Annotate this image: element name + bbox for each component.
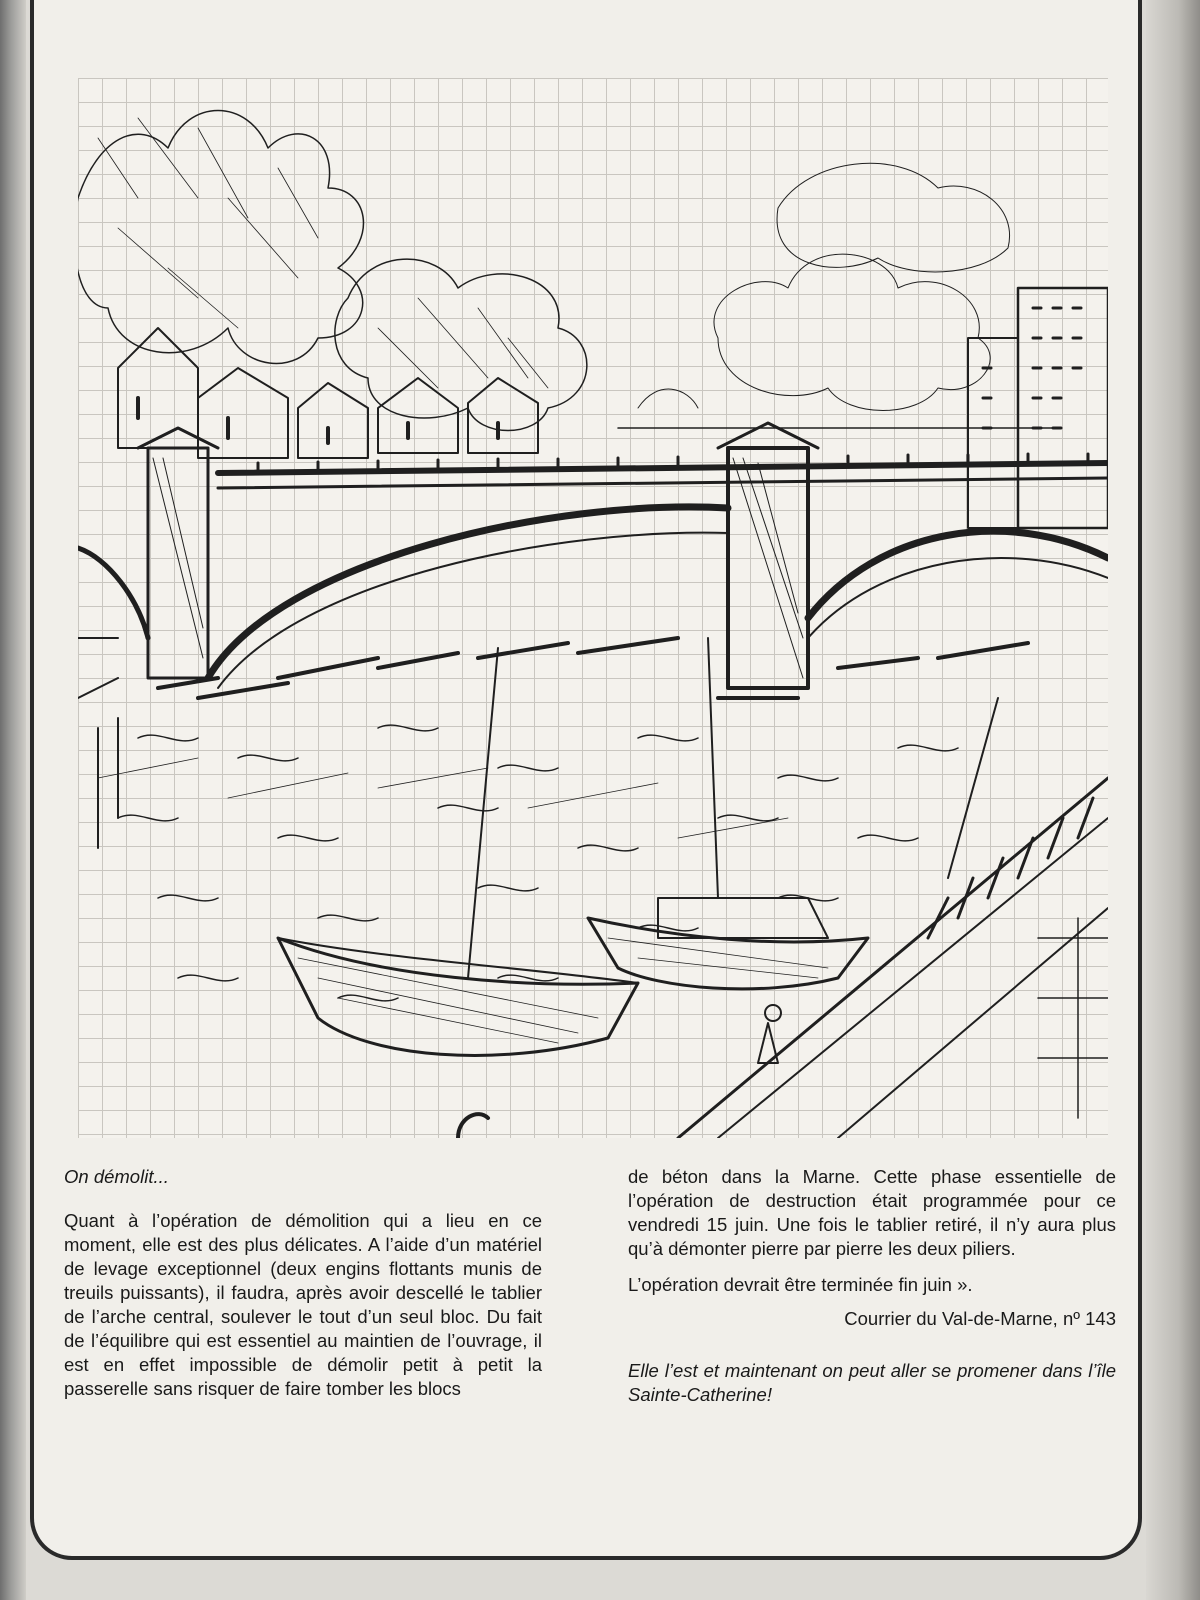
section-heading: On démolit... xyxy=(64,1166,169,1187)
right-column xyxy=(628,1165,1116,1407)
article-text xyxy=(64,1165,1114,1505)
scan-edge-right xyxy=(1146,0,1200,1600)
page xyxy=(30,0,1142,1560)
source-attribution: Courrier du Val-de-Marne, nº 143 xyxy=(844,1308,1116,1329)
scan-edge-left xyxy=(0,0,26,1600)
right-paragraph-1: de béton dans la Marne. Cette phase essentielle de l’opération de destruction était programmée pour ce vendredi 15 juin. Une fois le tablier retiré, il n’y aura plus qu’à démonter pierre par pierre les deux piliers. xyxy=(628,1166,1116,1259)
closing-note: Elle l’est et maintenant on peut aller se promener dans l’île Sainte-Catherine! xyxy=(628,1360,1116,1405)
left-column xyxy=(64,1165,542,1411)
bridge-sketch-illustration xyxy=(78,78,1108,1138)
left-paragraph: Quant à l’opération de démolition qui a lieu en ce moment, elle est des plus délicates. A l’aide d’un matériel de levage exceptionnel (deux engins flottants munis de treuils puissants), il faudra, après avoir descellé le tablier de l’arche central, soulever le tout d’un seul bloc. Du fait de l’équilibre qui est essentiel au maintien de l’ouvrage, il est en effet impossible de démolir petit à petit la passerelle sans risquer de faire tomber les blocs xyxy=(64,1210,542,1399)
right-paragraph-2: L’opération devrait être terminée fin juin ». xyxy=(628,1274,973,1295)
